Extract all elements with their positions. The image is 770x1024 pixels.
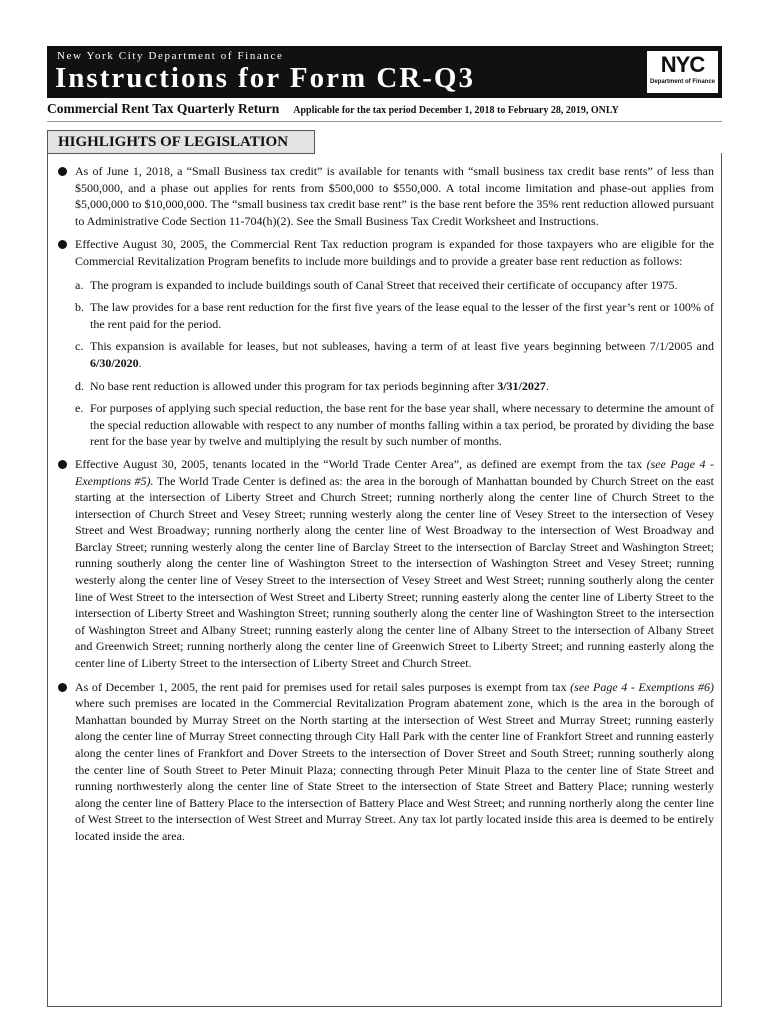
bullet-icon	[58, 683, 67, 692]
sub-text: The program is expanded to include buildings south of Canal Street that received their certificate of occupancy after 1975.	[90, 277, 678, 292]
divider	[47, 121, 722, 122]
sub-item	[58, 338, 714, 371]
subtitle-row	[47, 100, 722, 118]
bullet-item	[58, 679, 714, 845]
sub-text: The law provides for a base rent reduction for the first five years of the lease equal to the lesser of the first year’s rent or 100% of the rent paid for the period.	[90, 300, 714, 331]
logo-subtext: Department of Finance	[649, 79, 715, 85]
sub-letter: e.	[75, 401, 84, 416]
section-title: HIGHLIGHTS OF LEGISLATION	[47, 130, 315, 154]
bullet-icon	[58, 240, 67, 249]
bullet-text: Effective August 30, 2005, tenants located in the “World Trade Center Area”, as defined are exempt from the tax	[75, 456, 647, 471]
sub-text: No base rent reduction is allowed under this program for tax periods beginning after	[90, 378, 498, 393]
agency-name: New York City Department of Finance	[57, 50, 284, 62]
bullet-icon	[58, 167, 67, 176]
bullet-icon	[58, 460, 67, 469]
header-bar	[47, 46, 722, 98]
exemption-reference: (see Page 4 - Exemptions #5).	[75, 456, 714, 488]
sub-item	[58, 378, 714, 395]
sub-letter: b.	[75, 300, 84, 315]
logo-text: NYC	[660, 52, 705, 77]
date-bold: 6/30/2020	[90, 355, 139, 370]
bullet-text: As of December 1, 2005, the rent paid for premises used for retail sales purposes is exempt from tax	[75, 679, 571, 694]
form-subtitle: Commercial Rent Tax Quarterly Return	[47, 101, 280, 116]
bullet-item	[58, 236, 714, 269]
content	[58, 163, 714, 852]
sub-item	[58, 299, 714, 332]
bullet-text-cont: where such premises are located in the Commercial Revitalization Program abatement zone, which is the area in the borough of Manhattan bounded by Murray Street on the North starting at the intersection of West Street and Murray Street; running easterly along the center line of Murray Street connecting through City Hall Park with the center line of Frankfort Street and running easterly along the center lines of Frankfort and Dover Streets to the intersection of Dover Street and South Street; running southerly along the center line of South Street to Peter Minuit Plaza; connecting through Peter Minuit Plaza to the center line of State Street and running northwesterly along the center line of State Street to the intersection of State Street and Battery Place; running westerly along the center line of Battery Place to the intersection of Battery Place and West Street; and running northerly along the center line of West Street to the intersection of West Street and Murray Street. Any tax lot partly located inside this area is deemed to be entirely located inside the area.	[75, 696, 714, 843]
bullet-text: As of June 1, 2018, a “Small Business tax credit” is available for tenants with “small business tax credit base rents” of less than $500,000, and a phase out applies for rents from $500,000 to $550,000. A total income limitation and phase-out applies from $5,000,000 to $10,000,000. The “small business tax credit base rent” is the base rent before the 35% rent reduction allowed pursuant to Administrative Code Section 11-704(h)(2). See the Small Business Tax Credit Worksheet and Instructions.	[75, 164, 714, 228]
sub-text: For purposes of applying such special reduction, the base rent for the base year shall, where necessary to determine the amount of the special reduction allowable with respect to any number of months falling within a tax period, be prorated by dividing the base rent for the base year by twelve and multiplying the result by such number of months.	[90, 401, 714, 449]
tax-period: Applicable for the tax period December 1, 2018 to February 28, 2019, ONLY	[293, 105, 619, 116]
sub-item	[58, 277, 714, 294]
sub-letter: a.	[75, 277, 84, 292]
date-bold: 3/31/2027	[497, 378, 546, 393]
nyc-logo	[647, 51, 718, 93]
sub-letter: c.	[75, 339, 84, 354]
bullet-item	[58, 163, 714, 229]
bullet-text: Effective August 30, 2005, the Commercial Rent Tax reduction program is expanded for those taxpayers who are eligible for the Commercial Revitalization Program benefits to include more buildings and to provide a greater base rent reduction as follows:	[75, 237, 714, 268]
sub-item	[58, 400, 714, 450]
form-title: Instructions for Form CR-Q3	[55, 62, 475, 94]
bullet-text-cont: The World Trade Center is defined as: the area in the borough of Manhattan bounded by Church Street on the east starting at the intersection of Liberty Street and Church Street; running northerly along the center line of Church Street to the intersection of Church Street and Vesey Street; running westerly along the center line of Vesey Street to the intersection of Vesey Street and West Broadway; running northerly along the center line of West Broadway to the intersection of West Broadway and Barclay Street; running westerly along the center line of Barclay Street to the intersection of Barclay Street and Washington Street; running southerly along the center line of Washington Street to the intersection of Washington Street and Vesey Street; running westerly along the center line of Vesey Street to the intersection of Vesey Street and West Street; running southerly along the center line of West Street to the intersection of West Street and Liberty Street; running easterly along the center line of Liberty Street to the intersection of Liberty Street and Washington Street; running southerly along the center line of Washington Street to the intersection of Washington Street and Albany Street; running easterly along the center line of Albany Street to the intersection of Albany Street and Greenwich Street; running northerly along the center line of Greenwich Street to Liberty Street; and running easterly along the center line of Liberty Street to the intersection of Liberty Street and Church Street.	[75, 473, 714, 671]
exemption-reference: (see Page 4 - Exemptions #6)	[570, 679, 714, 694]
sub-text: This expansion is available for leases, but not subleases, having a term of at least five years beginning between 7/1/2005 and	[90, 339, 714, 354]
sub-end: .	[138, 355, 142, 370]
sub-letter: d.	[75, 378, 84, 393]
bullet-item	[58, 456, 714, 672]
sub-end: .	[545, 378, 549, 393]
